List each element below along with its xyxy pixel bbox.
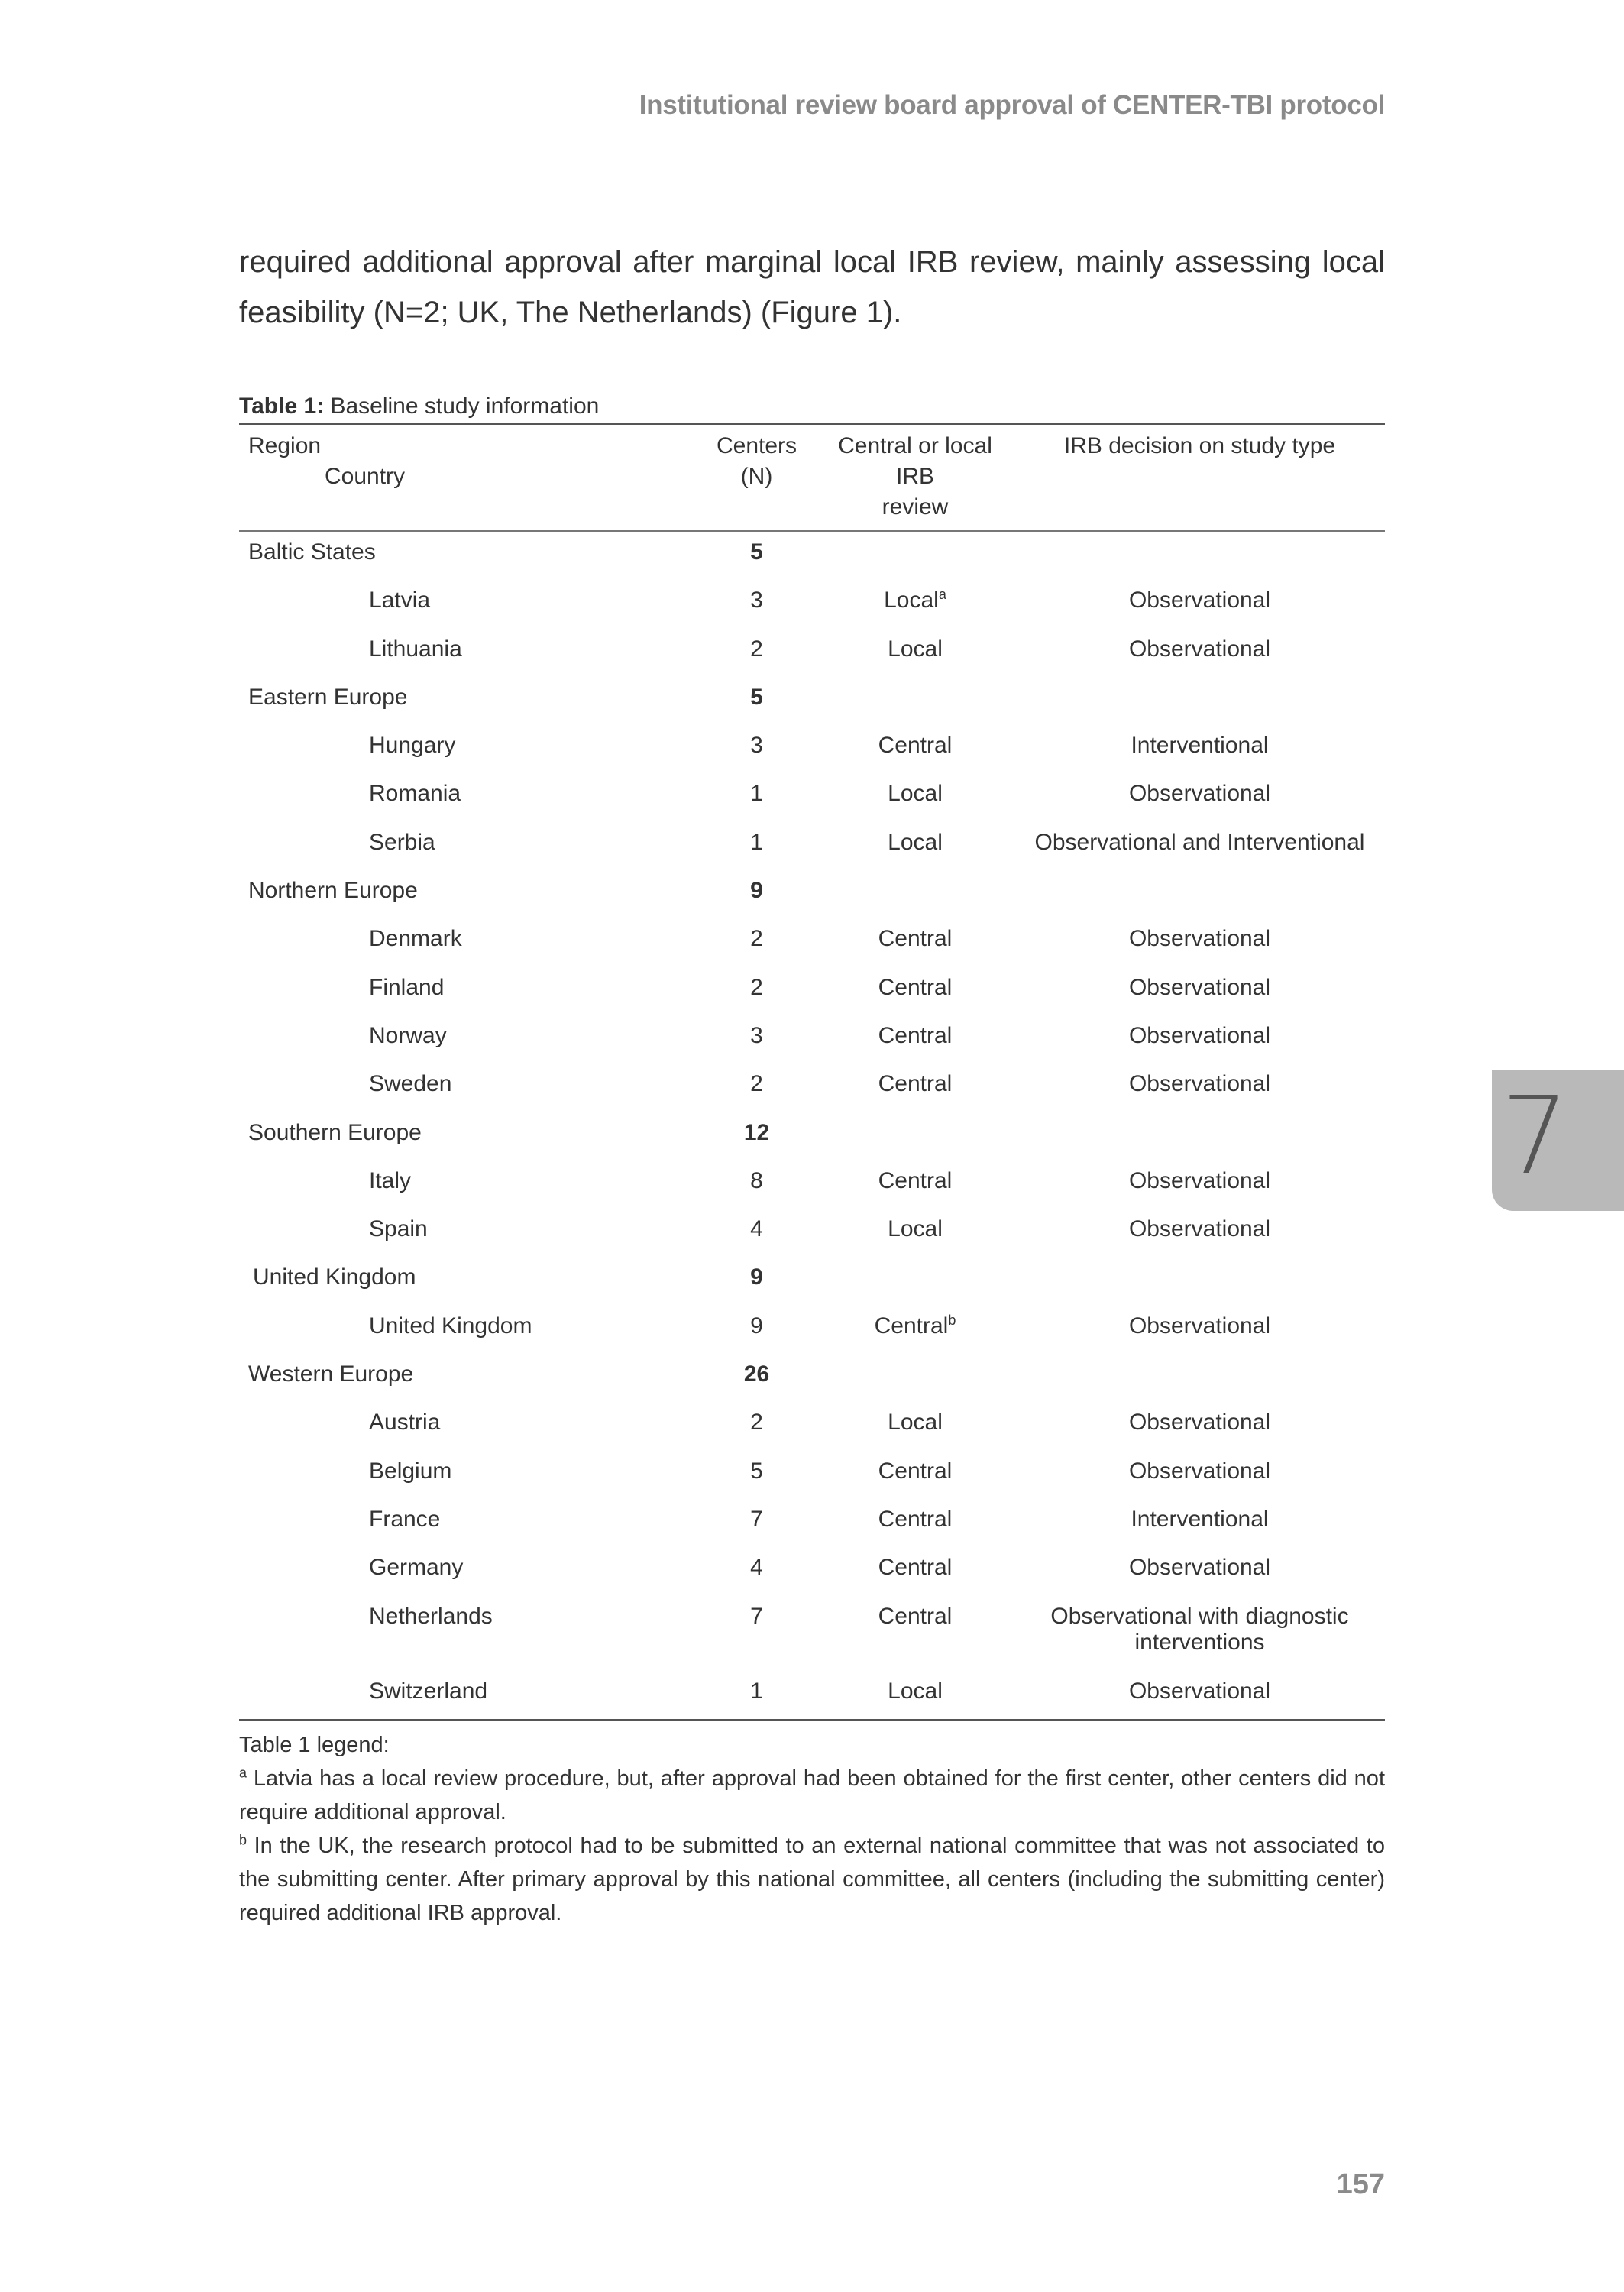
study-type-decision: Observational (1128, 1022, 1271, 1048)
table-caption (239, 390, 1385, 423)
review-type-label: Local (888, 1410, 943, 1436)
centers-count: 3 (750, 588, 763, 613)
footnote-marker: b (948, 1312, 956, 1328)
table-section (239, 390, 1385, 1930)
header-region (239, 424, 697, 531)
country-name: Austria (369, 1410, 441, 1436)
review-type (816, 1451, 1014, 1499)
table-row (239, 531, 1385, 580)
body-paragraph: required additional approval after marginal local IRB review, mainly assessing local feasibility (N=2; UK, The Netherlands) (Figure 1). (239, 245, 1385, 329)
centers-count: 3 (750, 733, 763, 759)
review-type (816, 1596, 1014, 1671)
table-row (239, 1547, 1385, 1595)
table-row (239, 580, 1385, 628)
review-type (816, 1209, 1014, 1257)
table-row (239, 822, 1385, 870)
legend-note-a (239, 1762, 1385, 1829)
country-name: Lithuania (369, 636, 462, 662)
study-type-decision-label: Observational with diagnostic interventions (1050, 1603, 1349, 1655)
review-type (816, 967, 1014, 1015)
review-type-label: Local (888, 636, 943, 662)
table-caption-label: Table 1: (239, 393, 325, 419)
centers-count: 8 (750, 1167, 763, 1193)
table-header-row (239, 424, 1385, 531)
header-review-line2: review (882, 494, 949, 520)
review-type (816, 1015, 1014, 1063)
region-name: Western Europe (248, 1361, 414, 1387)
country-name: Spain (369, 1216, 428, 1242)
review-type-label: Central (878, 733, 953, 759)
table-row (239, 918, 1385, 966)
review-type-label: Local (888, 1216, 943, 1242)
study-type-decision (1014, 677, 1385, 725)
study-type-decision (1014, 1596, 1385, 1671)
table-row (239, 1402, 1385, 1450)
running-header: Institutional review board approval of CENTER-TBI protocol (639, 90, 1385, 120)
study-type-decision: Observational (1128, 781, 1271, 807)
centers-count: 4 (750, 1555, 763, 1581)
review-type (816, 629, 1014, 677)
review-type-label: Central (878, 1506, 953, 1532)
table-row (239, 1112, 1385, 1161)
centers-count: 3 (750, 1022, 763, 1048)
review-type (816, 870, 1014, 918)
review-type (816, 1499, 1014, 1547)
table-row (239, 1209, 1385, 1257)
study-type-decision: Observational (1128, 1458, 1271, 1484)
centers-count: 5 (750, 1458, 763, 1484)
review-type (816, 580, 1014, 628)
review-type-label: Central (878, 1167, 953, 1193)
header-centers: Centers (N) (716, 433, 797, 489)
centers-count: 7 (750, 1603, 763, 1629)
table-row (239, 1499, 1385, 1547)
review-type (816, 531, 1014, 580)
country-name: Sweden (369, 1071, 452, 1097)
study-type-decision: Observational (1128, 1071, 1271, 1097)
study-type-decision: Observational and Interventional (1034, 829, 1365, 855)
centers-count: 9 (750, 878, 763, 904)
table-row (239, 967, 1385, 1015)
study-type-decision: Observational (1128, 1555, 1271, 1581)
study-type-decision: Observational (1128, 926, 1271, 952)
review-type (816, 725, 1014, 773)
review-type (816, 1063, 1014, 1112)
table-row (239, 870, 1385, 918)
country-name: Norway (369, 1022, 447, 1048)
footnote-marker: a (938, 587, 946, 603)
review-type-label: Central (878, 1071, 953, 1097)
header-review-line1: Central or local IRB (838, 433, 992, 489)
table-row (239, 677, 1385, 725)
table-row (239, 1451, 1385, 1499)
centers-count: 2 (750, 926, 763, 952)
centers-count: 5 (750, 684, 763, 710)
review-type (816, 822, 1014, 870)
review-type (816, 1112, 1014, 1161)
header-decision: IRB decision on study type (1063, 433, 1336, 458)
centers-count: 12 (743, 1119, 770, 1145)
country-name: Hungary (369, 733, 456, 759)
country-name: Netherlands (369, 1603, 493, 1629)
country-name: Serbia (369, 829, 435, 855)
region-name: Southern Europe (248, 1119, 422, 1145)
table-legend (239, 1728, 1385, 1930)
centers-count: 1 (750, 1678, 763, 1704)
review-type-label: Local (888, 781, 943, 807)
region-name: Northern Europe (248, 878, 418, 904)
review-type (816, 1257, 1014, 1305)
study-type-decision: Interventional (1131, 733, 1269, 759)
centers-count: 2 (750, 974, 763, 1000)
study-type-decision (1014, 1257, 1385, 1305)
header-review (816, 424, 1014, 531)
review-type-label: Central (878, 974, 953, 1000)
study-type-decision: Observational (1128, 1410, 1271, 1436)
review-type-label: Central (878, 1458, 953, 1484)
table-row (239, 1596, 1385, 1671)
review-type-label: Central (874, 1313, 949, 1339)
table-caption-text: Baseline study information (324, 393, 600, 419)
review-type (816, 1354, 1014, 1402)
legend-note-b-marker: b (239, 1832, 247, 1848)
region-name: United Kingdom (253, 1264, 416, 1290)
centers-count: 1 (750, 781, 763, 807)
country-name: United Kingdom (369, 1313, 532, 1339)
header-country-label: Country (325, 464, 406, 489)
centers-count: 9 (750, 1313, 763, 1339)
table-row (239, 629, 1385, 677)
study-type-decision (1014, 1354, 1385, 1402)
page-number: 157 (1336, 2168, 1385, 2200)
table-row (239, 725, 1385, 773)
review-type-label: Central (878, 1555, 953, 1581)
country-name: France (369, 1506, 441, 1532)
study-type-decision: Observational (1128, 588, 1271, 613)
header-region-label: Region (248, 433, 322, 458)
study-type-decision (1014, 1112, 1385, 1161)
legend-note-a-marker: a (239, 1765, 247, 1781)
study-type-decision: Observational (1128, 1167, 1271, 1193)
study-type-decision (1014, 870, 1385, 918)
review-type (816, 1402, 1014, 1450)
review-type (816, 1671, 1014, 1720)
country-name: Switzerland (369, 1678, 488, 1704)
centers-count: 26 (743, 1361, 770, 1387)
study-type-decision: Observational (1128, 1678, 1271, 1704)
study-type-decision: Observational (1128, 1216, 1271, 1242)
country-name: Denmark (369, 926, 462, 952)
review-type (816, 677, 1014, 725)
table-row (239, 773, 1385, 821)
baseline-study-table (239, 423, 1385, 1721)
review-type-label: Local (888, 829, 943, 855)
centers-count: 5 (750, 539, 763, 565)
legend-title: Table 1 legend: (239, 1732, 390, 1757)
table-row (239, 1257, 1385, 1305)
region-name: Eastern Europe (248, 684, 408, 710)
study-type-decision: Observational (1128, 1313, 1271, 1339)
country-name: Latvia (369, 588, 431, 613)
review-type-label: Local (884, 588, 939, 613)
centers-count: 4 (750, 1216, 763, 1242)
country-name: Finland (369, 974, 445, 1000)
centers-count: 2 (750, 636, 763, 662)
review-type-label: Central (878, 1022, 953, 1048)
review-type (816, 1547, 1014, 1595)
country-name: Romania (369, 781, 461, 807)
centers-count: 1 (750, 829, 763, 855)
study-type-decision: Observational (1128, 636, 1271, 662)
review-type (816, 918, 1014, 966)
legend-note-b (239, 1829, 1385, 1930)
centers-count: 2 (750, 1410, 763, 1436)
legend-note-a-text: Latvia has a local review procedure, but, after approval had been obtained for the first center, other centers did not require additional approval. (239, 1766, 1385, 1824)
table-row (239, 1306, 1385, 1354)
review-type-label: Central (878, 926, 953, 952)
study-type-decision: Interventional (1131, 1506, 1269, 1532)
study-type-decision: Observational (1128, 974, 1271, 1000)
review-type (816, 773, 1014, 821)
region-name: Baltic States (248, 539, 376, 565)
study-type-decision (1014, 531, 1385, 580)
table-row (239, 1161, 1385, 1209)
review-type-label: Central (878, 1603, 953, 1629)
table-body (239, 531, 1385, 1720)
table-row (239, 1354, 1385, 1402)
country-name: Belgium (369, 1458, 452, 1484)
chapter-number: 7 (1501, 1074, 1570, 1199)
country-name: Germany (369, 1555, 464, 1581)
table-row (239, 1015, 1385, 1063)
centers-count: 7 (750, 1506, 763, 1532)
country-name: Italy (369, 1167, 412, 1193)
legend-note-b-text: In the UK, the research protocol had to be submitted to an external national committee that was not associated to the submitting center. After primary approval by this national committee, all centers (including the submitting center) required additional IRB approval. (239, 1833, 1385, 1925)
review-type (816, 1306, 1014, 1354)
review-type-label: Local (888, 1678, 943, 1704)
centers-count: 9 (750, 1264, 763, 1290)
table-row (239, 1671, 1385, 1720)
chapter-tab (1492, 1070, 1624, 1211)
table-row (239, 1063, 1385, 1112)
review-type (816, 1161, 1014, 1209)
centers-count: 2 (750, 1071, 763, 1097)
